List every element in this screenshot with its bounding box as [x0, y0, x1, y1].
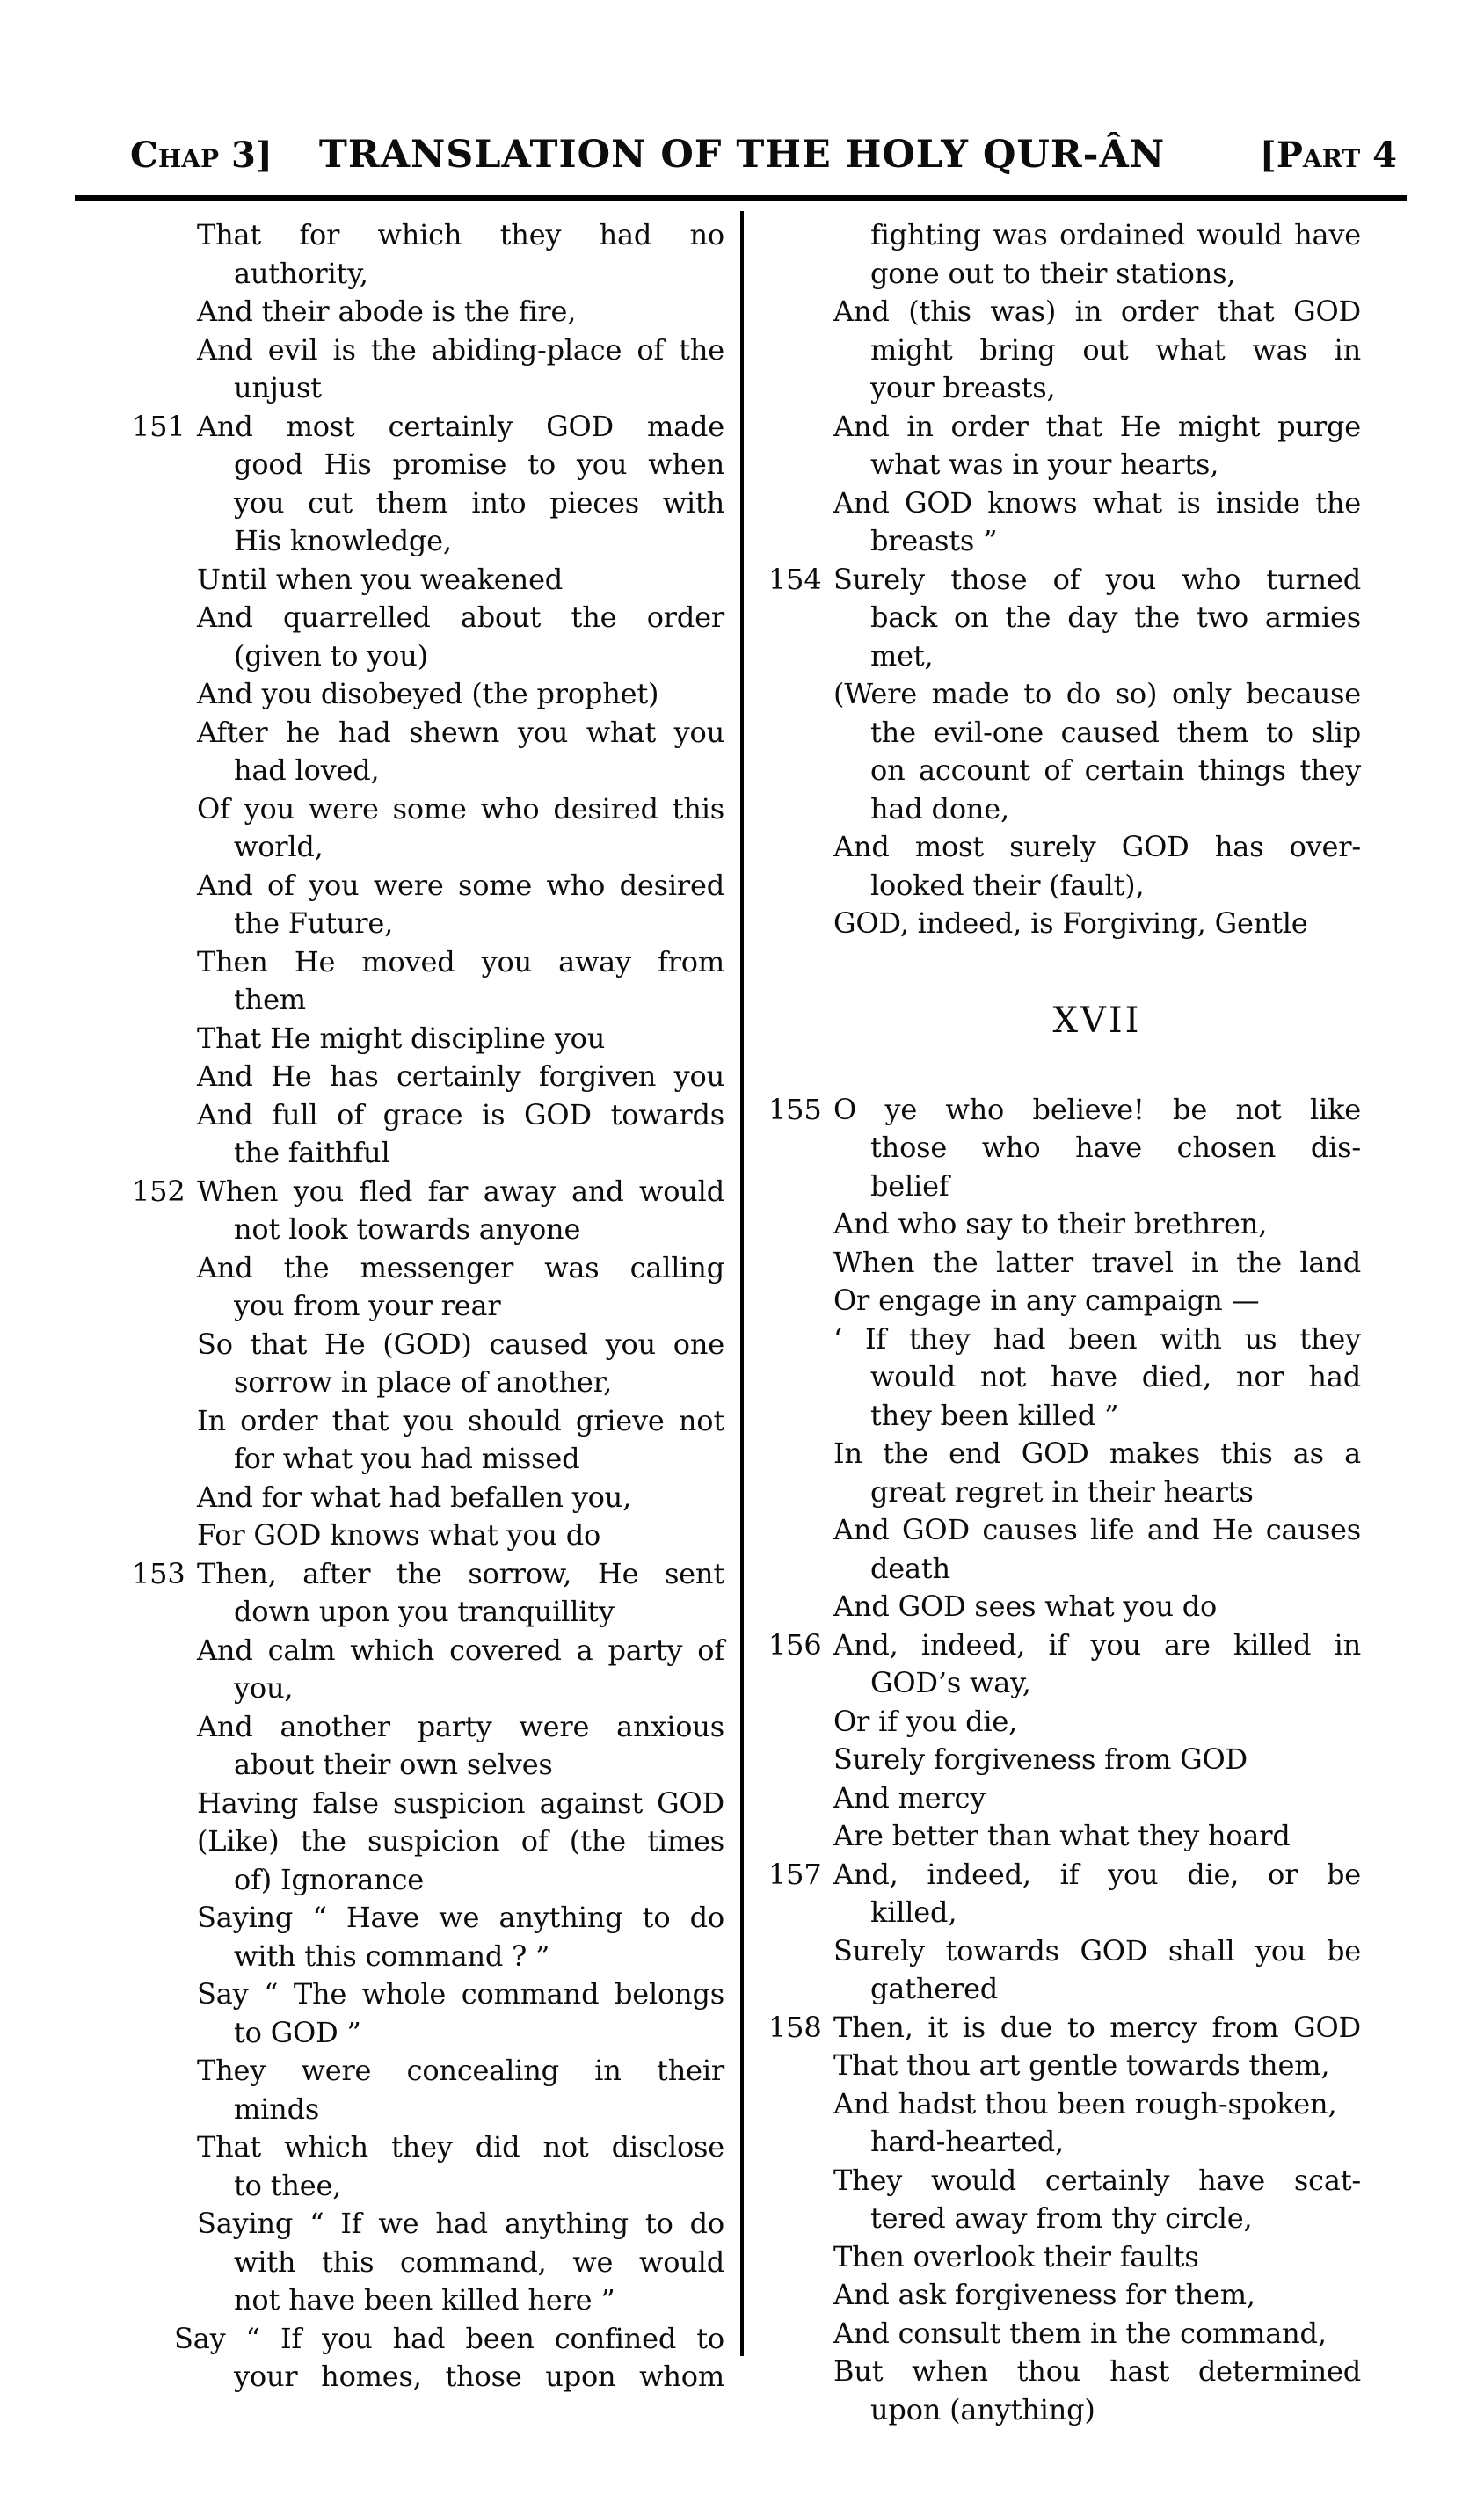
verse-line: [197, 2167, 724, 2206]
verse-text: And you disobeyed (the prophet): [197, 677, 659, 710]
verse-line: [768, 1856, 1361, 1895]
verse-line: [197, 2014, 724, 2053]
verse-number: 154: [768, 562, 822, 596]
verse-text: to thee,: [234, 2168, 342, 2202]
verse-text: Then, after the sorrow, He sent: [197, 1556, 724, 1590]
verse-text: them: [234, 983, 306, 1016]
verse-text: So that He (GOD) caused you one: [197, 1327, 724, 1361]
verse-text: would not have died, nor had: [870, 1360, 1361, 1393]
verse-line: [197, 255, 724, 294]
verse-line: [197, 867, 724, 906]
verse-line: [174, 2320, 724, 2359]
verse-text: And another party were anxious: [197, 1709, 724, 1743]
verse-number: 158: [768, 2010, 822, 2044]
verse-text: Saying “ Have we anything to do: [197, 1901, 724, 1934]
verse-text: unjust: [234, 371, 322, 404]
verse-text: death: [870, 1551, 950, 1585]
verse-line: [768, 1091, 1361, 1130]
verse-text: with this command ? ”: [234, 1939, 550, 1973]
verse-line: [197, 1134, 724, 1173]
verse-text: Then, it is due to mercy from GOD: [833, 2010, 1361, 2044]
verse-line: [833, 2391, 1361, 2430]
verse-line: [833, 331, 1361, 370]
verse-line: [833, 1358, 1361, 1397]
right-text-column: [768, 216, 1361, 2429]
verse-text: of) Ignorance: [234, 1862, 425, 1896]
verse-text: you cut them into pieces with: [234, 485, 724, 520]
verse-text: O ye who believe! be not like: [833, 1092, 1361, 1126]
verse-line: [197, 1593, 724, 1632]
verse-line: [833, 1435, 1361, 1473]
verse-line: [833, 408, 1361, 447]
verse-line: [833, 599, 1361, 637]
verse-line: [197, 828, 724, 867]
verse-text: When the latter travel in the land: [833, 1245, 1361, 1279]
header-rule: [75, 195, 1407, 201]
verse-text: sorrow in place of another,: [234, 1365, 613, 1399]
verse-text: But when thou hast determined: [833, 2354, 1361, 2388]
verse-text: not look towards anyone: [234, 1212, 581, 1246]
verse-line: [197, 1632, 724, 1670]
verse-line: [833, 369, 1361, 408]
verse-line: [197, 1211, 724, 1249]
verse-line: [197, 446, 724, 484]
verse-line: [197, 484, 724, 523]
verse-text: Until when you weakened: [197, 562, 564, 596]
verse-line: [197, 1249, 724, 1288]
verse-text: ‘ If they had been with us they: [833, 1321, 1361, 1356]
verse-text: And GOD knows what is inside the: [833, 485, 1361, 520]
verse-line: [833, 1664, 1361, 1703]
page-title: TRANSLATION OF THE HOLY QUR-ÂN: [318, 133, 1166, 177]
verse-line: [197, 2128, 724, 2167]
verse-text: And GOD sees what you do: [833, 1589, 1218, 1623]
verse-line: [833, 790, 1361, 829]
verse-line: [132, 1173, 724, 1211]
verse-line: [833, 522, 1361, 561]
verse-text: belief: [870, 1168, 949, 1203]
verse-line: [197, 1975, 724, 2014]
verse-line: [833, 255, 1361, 294]
verse-line: [197, 1326, 724, 1364]
verse-line: [833, 905, 1361, 943]
verse-line: [833, 637, 1361, 676]
verse-line: [833, 1741, 1361, 1779]
verse-text: They would certainly have scat-: [833, 2163, 1361, 2197]
verse-text: not have been killed here ”: [234, 2283, 615, 2317]
verse-text: (Were made to do so) only because: [833, 677, 1361, 710]
verse-line: [833, 1511, 1361, 1550]
verse-line: [197, 981, 724, 1020]
verse-text: GOD, indeed, is Forgiving, Gentle: [833, 906, 1308, 940]
verse-text: In order that you should grieve not: [197, 1403, 724, 1437]
verse-text: And most surely GOD has over-: [833, 830, 1361, 863]
verse-line: [197, 2205, 724, 2244]
verse-text: And for what had befallen you,: [197, 1480, 632, 1514]
verse-text: had done,: [870, 791, 1010, 826]
verse-text: you from your rear: [234, 1289, 501, 1322]
verse-number: 157: [768, 1857, 822, 1891]
verse-line: [833, 1970, 1361, 2009]
verse-text: authority,: [234, 256, 368, 290]
verse-text: And in order that He might purge: [833, 409, 1361, 443]
verse-text: Surely forgiveness from GOD: [833, 1742, 1248, 1776]
verse-text: Or engage in any campaign —: [833, 1284, 1260, 1317]
verse-line: [833, 1588, 1361, 1626]
verse-line: [833, 1397, 1361, 1436]
verse-line: [197, 752, 724, 790]
verse-text: That thou art gentle towards them,: [833, 2048, 1330, 2082]
verse-line: [197, 1440, 724, 1479]
verse-line: [197, 1785, 724, 1823]
verse-line: [833, 867, 1361, 906]
verse-text: Surely towards GOD shall you be: [833, 1933, 1361, 1968]
verse-text: And GOD causes life and He causes: [833, 1513, 1361, 1546]
verse-text: And who say to their brethren,: [833, 1207, 1268, 1240]
verse-line: [833, 293, 1361, 331]
part-reference: [Part 4: [1259, 135, 1397, 176]
verse-line: [833, 752, 1361, 790]
verse-text: your breasts,: [870, 371, 1056, 404]
verse-line: [768, 1626, 1361, 1665]
verse-text: And mercy: [833, 1780, 986, 1815]
verse-line: [197, 1708, 724, 1747]
verse-line: [197, 1479, 724, 1517]
verse-text: Say “ If you had been confined to: [174, 2321, 724, 2355]
verse-text: hard-hearted,: [870, 2125, 1065, 2158]
verse-text: And, indeed, if you die, or be: [833, 1857, 1361, 1891]
verse-text: Are better than what they hoard: [833, 1819, 1291, 1852]
verse-line: [197, 637, 724, 676]
verse-number: 155: [768, 1092, 822, 1126]
verse-line: [197, 2244, 724, 2282]
verse-text: (Like) the suspicion of (the times: [197, 1824, 724, 1858]
verse-text: what was in your hearts,: [870, 447, 1219, 481]
verse-text: you,: [234, 1671, 294, 1705]
verse-text: And He has certainly forgiven you: [197, 1059, 724, 1093]
verse-text: When you fled far away and would: [197, 1174, 724, 1208]
verse-line: [833, 484, 1361, 523]
verse-line: [197, 1669, 724, 1708]
verse-text: Say “ The whole command belongs: [197, 1977, 724, 2011]
verse-text: GOD’s way,: [870, 1666, 1031, 1699]
verse-line: [197, 1861, 724, 1900]
verse-line: [197, 369, 724, 408]
verse-text: That He might discipline you: [197, 1021, 606, 1055]
section-heading-text: XVII: [1052, 1000, 1142, 1041]
verse-text: the Future,: [234, 906, 394, 940]
verse-text: those who have chosen dis-: [870, 1131, 1361, 1164]
verse-line: [197, 2358, 724, 2397]
verse-text: killed,: [870, 1895, 957, 1929]
verse-text: looked their (fault),: [870, 868, 1145, 902]
verse-text: Surely those of you who turned: [833, 562, 1361, 596]
verse-line: [833, 2238, 1361, 2277]
verse-line: [197, 1517, 724, 1555]
verse-text: And of you were some who desired: [197, 868, 724, 902]
verse-line: [833, 2315, 1361, 2353]
verse-text: And the messenger was calling: [197, 1250, 724, 1284]
verse-line: [833, 2047, 1361, 2085]
verse-text: with this command, we would: [234, 2244, 724, 2279]
verse-line: [197, 2052, 724, 2091]
verse-line: [197, 943, 724, 982]
verse-line: [197, 675, 724, 714]
verse-text: for what you had missed: [234, 1442, 580, 1475]
verse-text: tered away from thy circle,: [870, 2201, 1253, 2235]
verse-line: [197, 1899, 724, 1938]
verse-line: [833, 1205, 1361, 1244]
verse-line: [833, 714, 1361, 753]
verse-line: [132, 408, 724, 447]
verse-line: [197, 561, 724, 600]
verse-line: [833, 675, 1361, 714]
verse-text: Then overlook their faults: [833, 2239, 1199, 2273]
verse-line: [197, 790, 724, 829]
verse-line: [132, 1555, 724, 1594]
verse-line: [833, 1282, 1361, 1320]
verse-text: upon (anything): [870, 2392, 1095, 2426]
verse-text: down upon you tranquillity: [234, 1595, 615, 1628]
verse-line: [197, 293, 724, 331]
verse-text: on account of certain things they: [870, 753, 1361, 787]
verse-line: [833, 1779, 1361, 1818]
column-divider: [740, 211, 744, 2356]
verse-text: Of you were some who desired this: [197, 791, 724, 826]
verse-text: His knowledge,: [234, 524, 452, 557]
verse-line: [197, 1020, 724, 1058]
verse-text: they been killed ”: [870, 1398, 1119, 1432]
verse-text: breasts ”: [870, 524, 998, 557]
verse-line: [833, 1167, 1361, 1206]
verse-text: After he had shewn you what you: [197, 715, 724, 749]
verse-line: [197, 2281, 724, 2320]
verse-text: In the end GOD makes this as a: [833, 1437, 1361, 1470]
verse-line: [833, 446, 1361, 484]
verse-text: about their own selves: [234, 1748, 553, 1781]
verse-number: 156: [768, 1627, 822, 1662]
verse-text: great regret in their hearts: [870, 1474, 1254, 1509]
verse-line: [833, 1703, 1361, 1742]
verse-line: [197, 2091, 724, 2129]
verse-line: [833, 1129, 1361, 1167]
verse-text: Or if you die,: [833, 1704, 1018, 1738]
verse-text: And hadst thou been rough-spoken,: [833, 2086, 1337, 2120]
verse-text: And evil is the abiding-place of the: [197, 332, 724, 367]
verse-line: [833, 216, 1361, 255]
verse-line: [197, 331, 724, 370]
verse-line: [768, 561, 1361, 600]
left-text-column: [132, 216, 724, 2397]
verse-text: good His promise to you when: [234, 447, 724, 481]
verse-text: And, indeed, if you are killed in: [833, 1627, 1361, 1662]
verse-line: [768, 2009, 1361, 2048]
section-heading: [833, 998, 1361, 1044]
verse-text: might bring out what was in: [870, 332, 1361, 367]
verse-line: [197, 714, 724, 753]
verse-text: back on the day the two armies: [870, 600, 1361, 634]
verse-text: fighting was ordained would have: [870, 218, 1361, 251]
verse-text: And consult them in the command,: [833, 2316, 1327, 2350]
verse-number: 151: [132, 409, 186, 443]
verse-line: [833, 2200, 1361, 2238]
verse-text: And (this was) in order that GOD: [833, 295, 1361, 328]
verse-line: [833, 2162, 1361, 2200]
verse-line: [833, 1244, 1361, 1283]
verse-text: And quarrelled about the order: [197, 600, 724, 634]
verse-text: That for which they had no: [197, 218, 724, 251]
verse-text: And their abode is the fire,: [197, 295, 577, 328]
verse-line: [833, 1550, 1361, 1589]
verse-line: [197, 1058, 724, 1096]
verse-line: [197, 905, 724, 943]
verse-line: [197, 1938, 724, 1976]
verse-text: They were concealing in their: [197, 2054, 724, 2087]
chapter-reference: Chap 3]: [130, 135, 273, 176]
verse-number: 152: [132, 1174, 186, 1208]
verse-line: [197, 1096, 724, 1135]
verse-line: [833, 2276, 1361, 2315]
verse-number: 153: [132, 1556, 186, 1590]
verse-line: [833, 828, 1361, 867]
verse-text: minds: [234, 2091, 320, 2126]
verse-line: [833, 1932, 1361, 1971]
verse-line: [833, 2085, 1361, 2124]
verse-line: [833, 1817, 1361, 1856]
verse-text: your homes, those upon whom: [234, 2360, 724, 2393]
verse-text: (given to you): [234, 638, 428, 673]
verse-text: to GOD ”: [234, 2015, 361, 2049]
verse-text: gone out to their stations,: [870, 256, 1236, 290]
verse-line: [833, 2123, 1361, 2162]
verse-text: And most certainly GOD made: [197, 409, 724, 443]
verse-line: [197, 1287, 724, 1326]
verse-text: had loved,: [234, 753, 380, 787]
verse-text: met,: [870, 638, 934, 673]
verse-line: [197, 599, 724, 637]
verse-line: [833, 2353, 1361, 2391]
verse-line: [833, 1473, 1361, 1512]
verse-line: [197, 522, 724, 561]
verse-text: And ask forgiveness for them,: [833, 2278, 1255, 2311]
verse-line: [833, 1894, 1361, 1932]
verse-text: Saying “ If we had anything to do: [197, 2207, 724, 2240]
verse-text: the faithful: [234, 1136, 390, 1169]
verse-line: [833, 1320, 1361, 1359]
verse-text: And full of grace is GOD towards: [197, 1097, 724, 1131]
verse-line: [197, 1746, 724, 1785]
verse-text: gathered: [870, 1972, 999, 2005]
verse-text: world,: [234, 830, 324, 863]
verse-text: Having false suspicion against GOD: [197, 1786, 724, 1820]
verse-line: [197, 1822, 724, 1861]
verse-text: the evil-one caused them to slip: [870, 715, 1361, 749]
verse-text: Then He moved you away from: [197, 944, 724, 978]
verse-line: [197, 1402, 724, 1441]
verse-text: And calm which covered a party of: [197, 1633, 724, 1667]
verse-line: [197, 1364, 724, 1402]
verse-text: That which they did not disclose: [197, 2130, 724, 2164]
verse-text: For GOD knows what you do: [197, 1518, 601, 1552]
verse-line: [197, 216, 724, 255]
